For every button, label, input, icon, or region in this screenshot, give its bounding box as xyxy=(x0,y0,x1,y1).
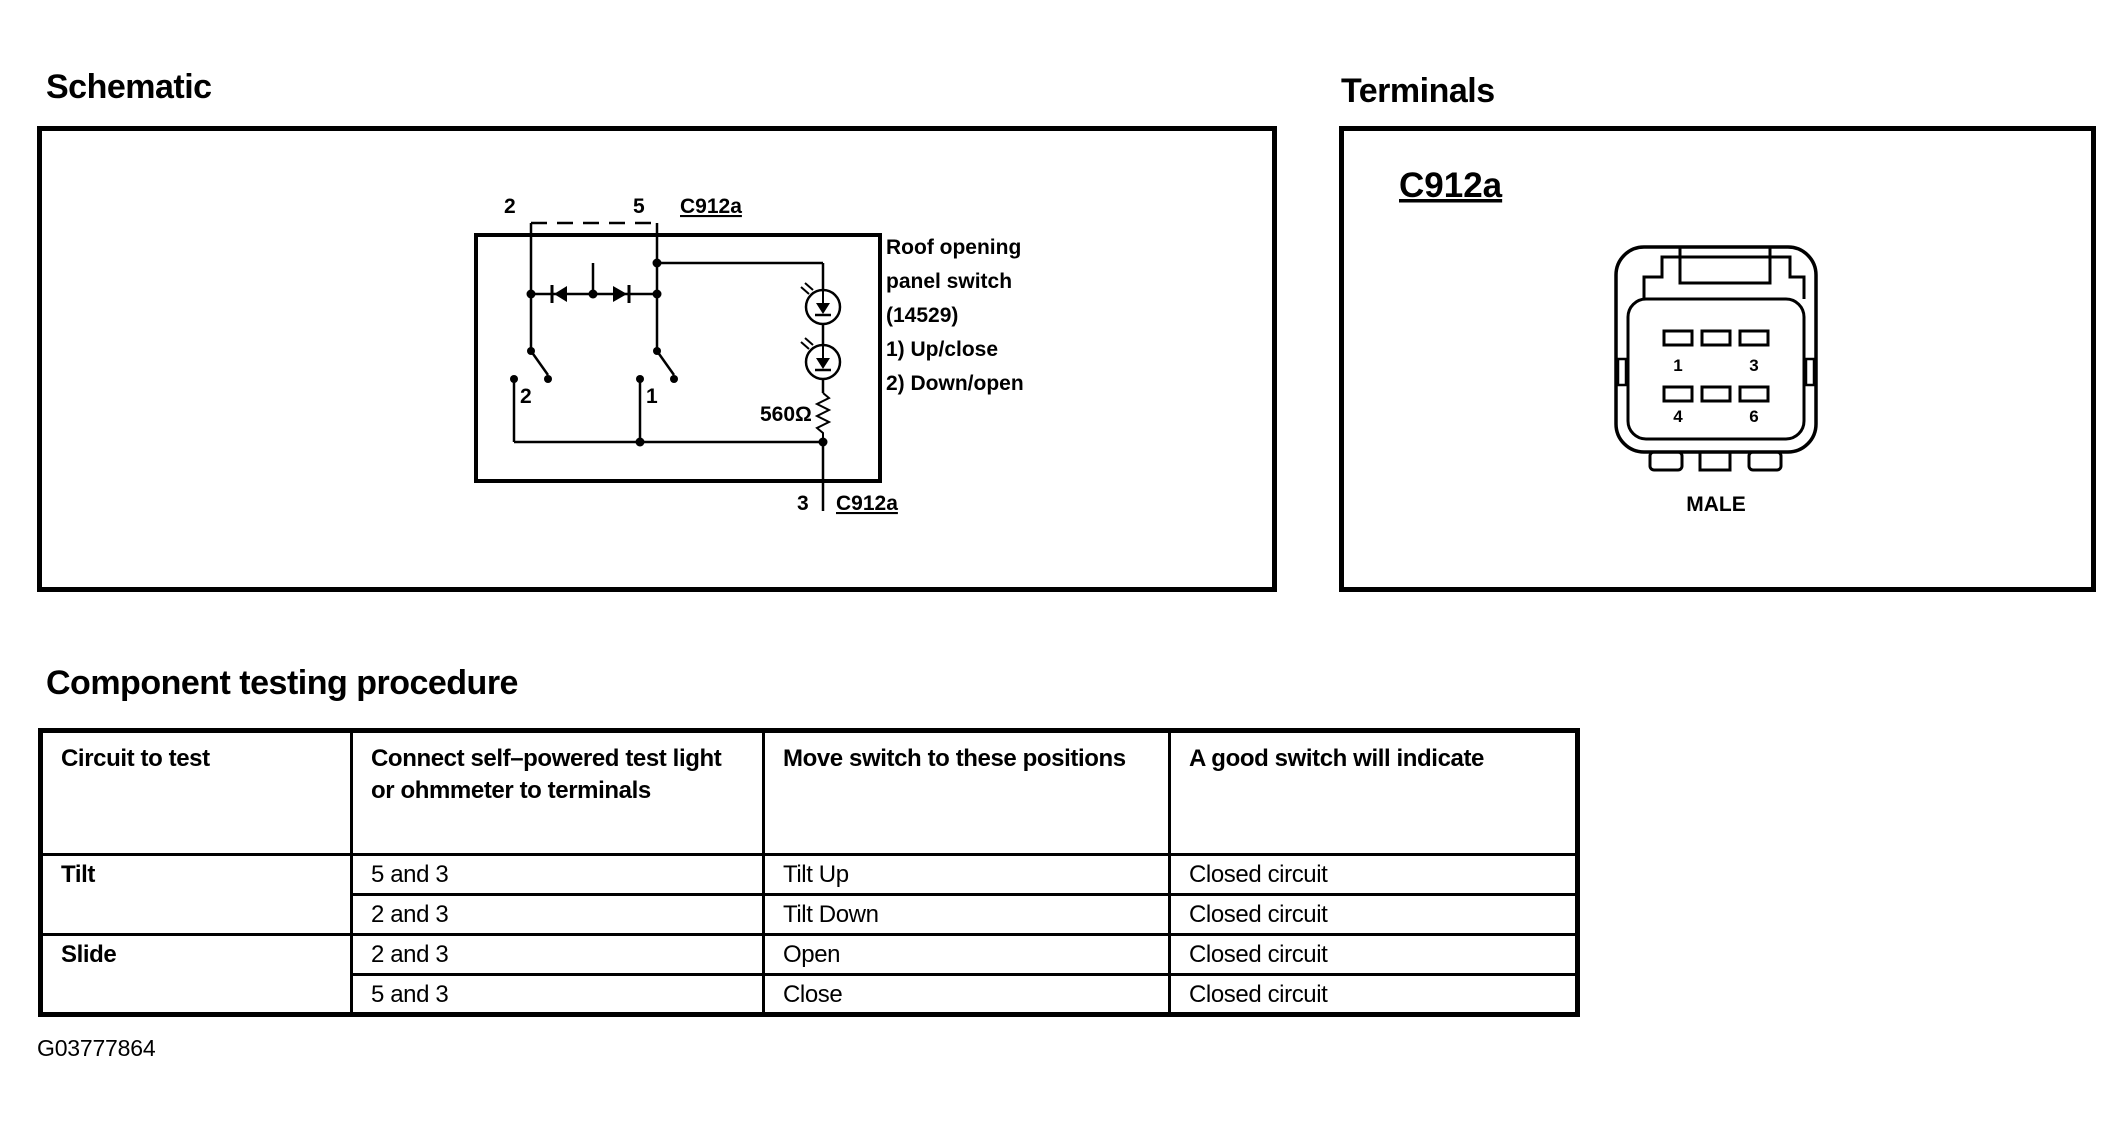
junction-dot xyxy=(527,290,536,299)
table-row xyxy=(41,895,1578,935)
label-pin-5: 5 xyxy=(633,195,645,218)
procedure-table xyxy=(38,728,1580,1017)
circuit-continuation xyxy=(41,895,352,935)
lamp-2-ray xyxy=(801,342,809,349)
table-row xyxy=(41,935,1578,975)
position-cell: Tilt Up xyxy=(764,855,1170,895)
terminals-panel xyxy=(1339,126,2096,592)
label-pin-3: 3 xyxy=(797,492,809,515)
terminals-heading: Terminals xyxy=(1341,72,1495,110)
lamp-1-ray xyxy=(805,283,813,290)
junction-dot xyxy=(589,290,598,299)
figure-id: G03777864 xyxy=(37,1035,156,1061)
table-row xyxy=(41,975,1578,1015)
switch-description-line: Roof opening xyxy=(886,236,1022,259)
result-cell: Closed circuit xyxy=(1170,855,1578,895)
connector-latch xyxy=(1644,257,1804,299)
switch-description-line: 1) Up/close xyxy=(886,338,999,361)
pin-cavity-1 xyxy=(1664,331,1692,345)
side-key-left xyxy=(1618,359,1626,385)
result-cell: Closed circuit xyxy=(1170,935,1578,975)
diode-2 xyxy=(613,286,627,302)
switch-description-line: panel switch xyxy=(886,270,1013,293)
lamp-2-ray xyxy=(805,338,813,345)
switch-left-contact xyxy=(544,375,552,383)
resistor-560 xyxy=(817,393,829,442)
switch-description-line: (14529) xyxy=(886,304,959,327)
connector-diagram xyxy=(1344,131,2091,587)
result-cell: Closed circuit xyxy=(1170,975,1578,1015)
connector-title: C912a xyxy=(1399,166,1503,205)
connector-inner xyxy=(1628,299,1804,439)
switch-right-pivot xyxy=(653,347,661,355)
position-cell: Tilt Down xyxy=(764,895,1170,935)
label-connector-top: C912a xyxy=(680,195,742,218)
pin-label: 4 xyxy=(1673,407,1683,426)
pin-cavity-6 xyxy=(1740,387,1768,401)
column-header: Circuit to test xyxy=(41,731,352,855)
latch-tab xyxy=(1680,247,1770,257)
label-pin-2: 2 xyxy=(504,195,516,218)
pin-label: 3 xyxy=(1749,356,1759,375)
position-cell: Close xyxy=(764,975,1170,1015)
circuit-continuation xyxy=(41,975,352,1015)
schematic-heading: Schematic xyxy=(46,68,212,106)
circuit-name: Tilt xyxy=(41,855,352,895)
lamp-1-diode xyxy=(816,303,830,314)
switch-left-blade xyxy=(531,351,548,375)
position-cell: Open xyxy=(764,935,1170,975)
junction-dot xyxy=(636,438,645,447)
procedure-heading: Component testing procedure xyxy=(46,664,518,702)
junction-dot xyxy=(653,259,662,268)
column-header: Connect self–powered test light or ohmmeter to terminals xyxy=(352,731,764,855)
table-row xyxy=(41,855,1578,895)
diode-1 xyxy=(554,286,567,302)
connector-foot xyxy=(1700,452,1730,470)
connector-gender: MALE xyxy=(1686,493,1746,516)
connector-foot xyxy=(1650,452,1682,470)
connector-foot xyxy=(1749,452,1781,470)
terminals-cell: 2 and 3 xyxy=(352,895,764,935)
column-header: A good switch will indicate xyxy=(1170,731,1578,855)
label-resistor: 560Ω xyxy=(760,403,812,426)
junction-dot xyxy=(653,290,662,299)
pin-cavity-2 xyxy=(1702,331,1730,345)
switch-right-contact xyxy=(670,375,678,383)
pin-label: 6 xyxy=(1749,407,1759,426)
table-header-row xyxy=(41,731,1578,855)
pin-label: 1 xyxy=(1673,356,1683,375)
pin-cavity-3 xyxy=(1740,331,1768,345)
label-connector-bottom: C912a xyxy=(836,492,898,515)
label-switch-pos-1: 1 xyxy=(646,385,658,408)
terminals-cell: 5 and 3 xyxy=(352,975,764,1015)
lamp-2-diode xyxy=(816,358,830,369)
schematic-panel xyxy=(37,126,1277,592)
column-header: Move switch to these positions xyxy=(764,731,1170,855)
result-cell: Closed circuit xyxy=(1170,895,1578,935)
side-key-right xyxy=(1806,359,1814,385)
terminals-cell: 5 and 3 xyxy=(352,855,764,895)
pin-cavity-4 xyxy=(1664,387,1692,401)
switch-right-blade xyxy=(657,351,674,375)
circuit-name: Slide xyxy=(41,935,352,975)
switch-left-pivot xyxy=(527,347,535,355)
schematic-diagram xyxy=(42,131,1272,587)
label-switch-pos-2: 2 xyxy=(520,385,532,408)
lamp-1-ray xyxy=(801,287,809,294)
pin-cavity-5 xyxy=(1702,387,1730,401)
switch-description-line: 2) Down/open xyxy=(886,372,1024,395)
terminals-cell: 2 and 3 xyxy=(352,935,764,975)
